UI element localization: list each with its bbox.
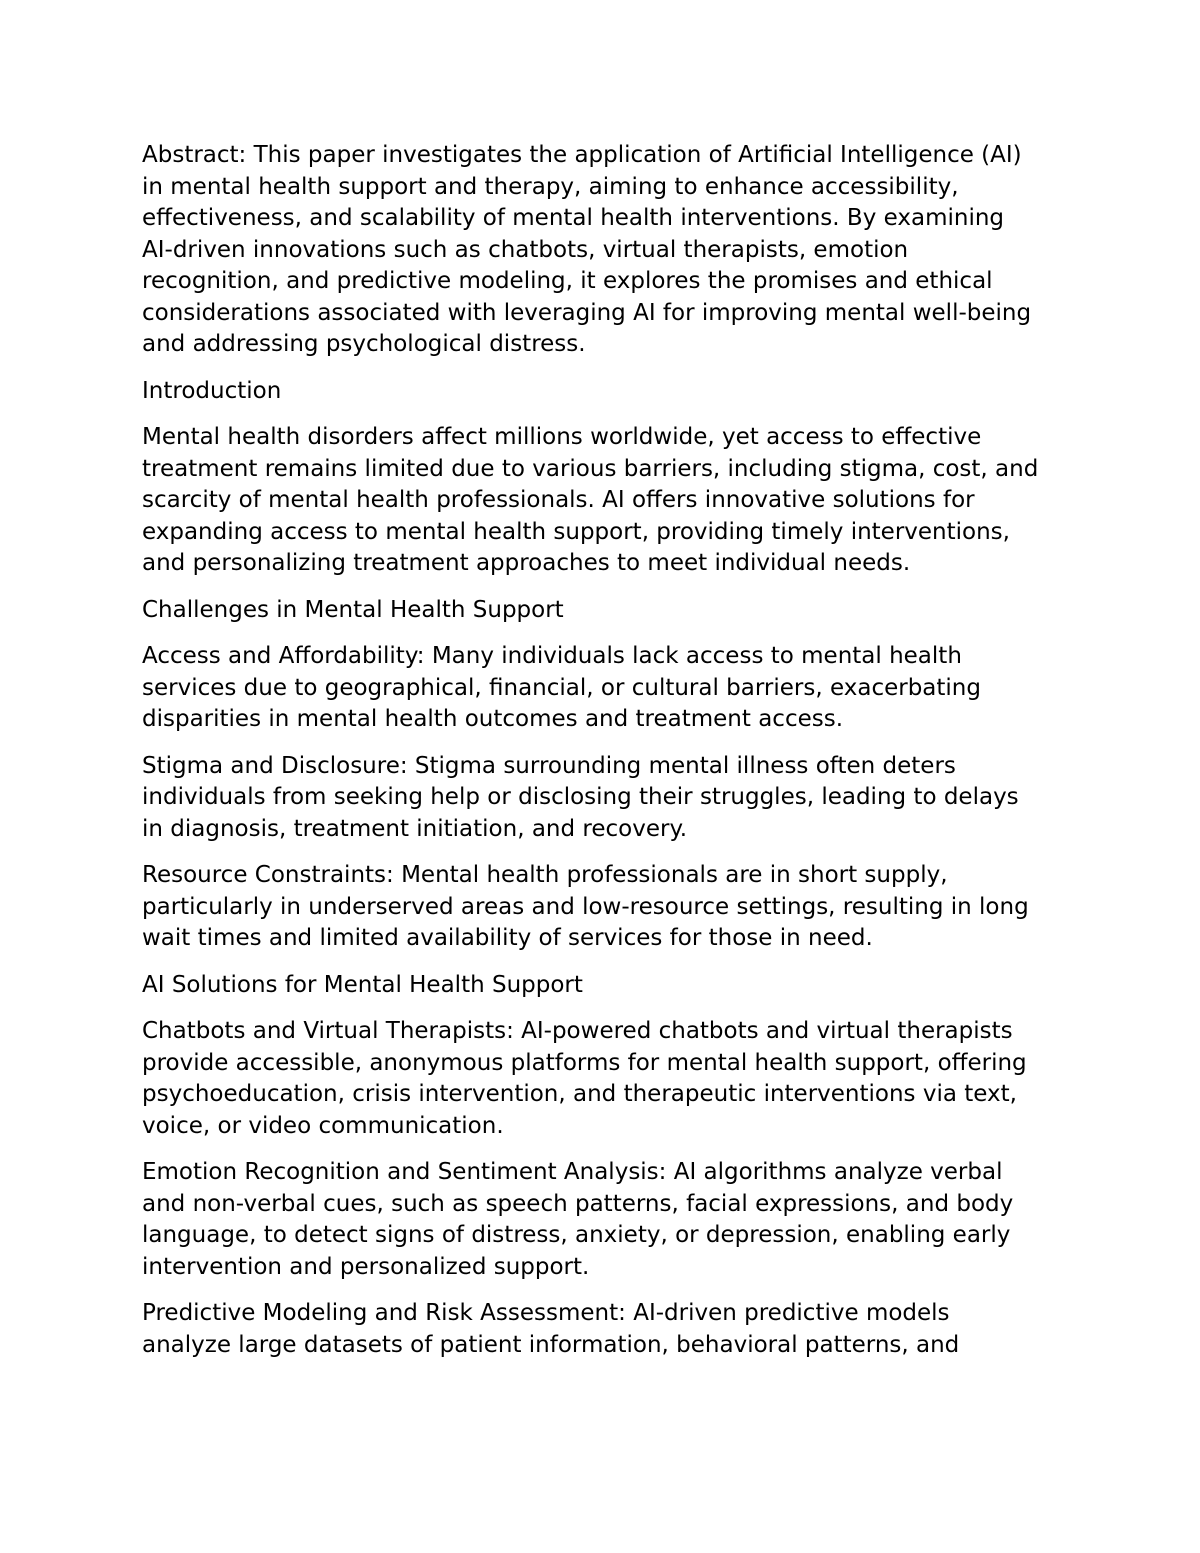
text-line: scarcity of mental health professionals. AI offers innovative solutions for [142,487,975,513]
text-line: individuals from seeking help or disclosing their struggles, leading to delays [142,784,1019,810]
text-line: expanding access to mental health support, providing timely interventions, [142,518,1010,545]
text-line: Introduction [142,377,282,404]
text-line: and personalizing treatment approaches to meet individual needs. [142,550,911,576]
resource-constraints-paragraph [142,860,1072,955]
text-line: language, to detect signs of distress, anxiety, or depression, enabling early [142,1222,1011,1248]
section-heading-ai-solutions [142,970,1072,1002]
text-line: psychoeducation, crisis intervention, and therapeutic interventions via text, [142,1081,1017,1107]
emotion-recognition-paragraph [142,1157,1072,1283]
text-line: Challenges in Mental Health Support [142,596,564,623]
text-line: provide accessible, anonymous platforms for mental health support, offering [142,1049,1027,1076]
section-heading-challenges [142,595,1072,627]
text-line: in diagnosis, treatment initiation, and recovery. [142,815,688,842]
text-line: AI Solutions for Mental Health Support [142,971,583,998]
text-line: Resource Constraints: Mental health professionals are in short supply, [142,862,948,888]
text-line: treatment remains limited due to various barriers, including stigma, cost, and [142,455,1039,482]
text-line: wait times and limited availability of services for those in need. [142,925,873,951]
text-line: Predictive Modeling and Risk Assessment: AI-driven predictive models [142,1300,950,1326]
text-line: Mental health disorders affect millions worldwide, yet access to effective [142,424,982,450]
text-line: Chatbots and Virtual Therapists: AI-powered chatbots and virtual therapists [142,1018,1013,1044]
text-line: and non-verbal cues, such as speech patterns, facial expressions, and body [142,1190,1014,1217]
text-line: in mental health support and therapy, aiming to enhance accessibility, [142,173,959,200]
abstract-paragraph [142,140,1072,361]
text-line: Abstract: This paper investigates the application of Artificial Intelligence (AI) [142,142,1022,168]
text-line: particularly in underserved areas and low-resource settings, resulting in long [142,893,1029,920]
text-line: Stigma and Disclosure: Stigma surrounding mental illness often deters [142,752,956,779]
text-line: analyze large datasets of patient information, behavioral patterns, and [142,1331,960,1358]
text-line: recognition, and predictive modeling, it explores the promises and ethical [142,268,993,294]
text-line: voice, or video communication. [142,1112,504,1139]
text-line: considerations associated with leveraging AI for improving mental well-being [142,299,1032,326]
chatbots-paragraph [142,1016,1072,1142]
text-line: disparities in mental health outcomes and treatment access. [142,706,844,732]
access-affordability-paragraph [142,641,1072,736]
document-body [142,140,1072,1376]
text-line: Access and Affordability: Many individuals lack access to mental health [142,643,962,669]
text-line: and addressing psychological distress. [142,331,586,357]
text-line: Emotion Recognition and Sentiment Analysis: AI algorithms analyze verbal [142,1159,1003,1185]
introduction-paragraph [142,422,1072,580]
text-line: services due to geographical, financial, or cultural barriers, exacerbating [142,674,981,701]
predictive-modeling-paragraph [142,1298,1072,1361]
text-line: effectiveness, and scalability of mental health interventions. By examining [142,205,1005,231]
text-line: AI-driven innovations such as chatbots, virtual therapists, emotion [142,236,909,263]
section-heading-introduction [142,376,1072,408]
text-line: intervention and personalized support. [142,1253,590,1280]
stigma-disclosure-paragraph [142,751,1072,846]
